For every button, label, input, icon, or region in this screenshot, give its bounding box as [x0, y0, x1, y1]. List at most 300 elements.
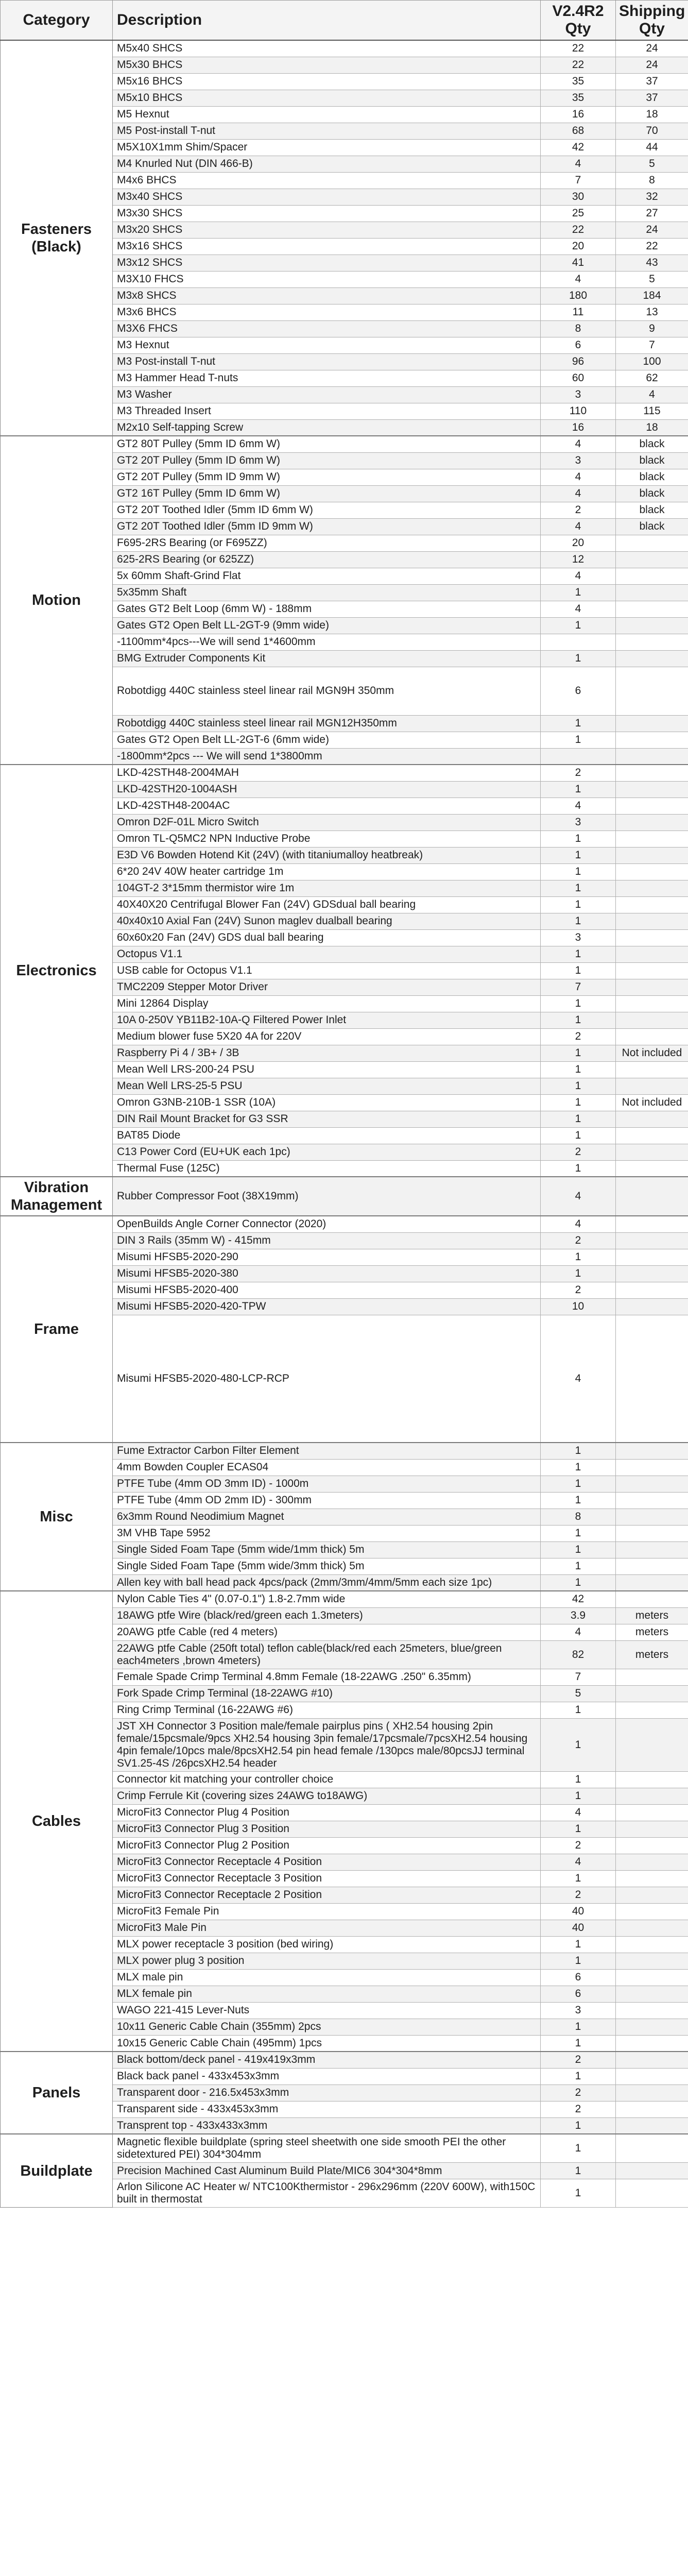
- v24-qty-cell: 1: [541, 1045, 616, 1061]
- v24-qty-cell: 20: [541, 535, 616, 551]
- description-cell: 6x3mm Round Neodimium Magnet: [113, 1509, 541, 1525]
- description-cell: GT2 20T Toothed Idler (5mm ID 6mm W): [113, 502, 541, 518]
- v24-qty-cell: 1: [541, 2068, 616, 2084]
- v24-qty-cell: 1: [541, 946, 616, 962]
- category-cell: Misc: [1, 1443, 113, 1591]
- v24-qty-cell: 30: [541, 189, 616, 205]
- table-row: [1, 1177, 688, 1216]
- shipping-qty-cell: [616, 551, 688, 568]
- shipping-qty-cell: [616, 1298, 688, 1315]
- v24-qty-cell: 1: [541, 584, 616, 601]
- v24-qty-cell: 1: [541, 1127, 616, 1144]
- description-cell: M5x30 BHCS: [113, 57, 541, 73]
- shipping-qty-cell: 184: [616, 287, 688, 304]
- v24-qty-cell: 1: [541, 1574, 616, 1591]
- v24-qty-cell: 1: [541, 1936, 616, 1953]
- v24-qty-cell: 2: [541, 2084, 616, 2101]
- description-cell: 40X40X20 Centrifugal Blower Fan (24V) GDSdual ball bearing: [113, 896, 541, 913]
- shipping-qty-cell: 100: [616, 353, 688, 370]
- shipping-qty-cell: black: [616, 518, 688, 535]
- v24-qty-cell: 60: [541, 370, 616, 386]
- shipping-qty-cell: [616, 1265, 688, 1282]
- v24-qty-cell: 6: [541, 667, 616, 715]
- description-cell: JST XH Connector 3 Position male/female pairplus pins ( XH2.54 housing 2pin female/15pcsmale/9pcs XH2.54 housing 3pin female/17pcsmale/7pcsXH2.54 housing 4pin female/10pcs male/8pcsXH2.54 pin head female /130pcs male/80pcsJJ terminal SV1.25-4S /26pcsXH2.54 header: [113, 1718, 541, 1771]
- v24-qty-cell: 7: [541, 979, 616, 995]
- v24-qty-cell: 3: [541, 386, 616, 403]
- shipping-qty-cell: [616, 962, 688, 979]
- description-cell: BAT85 Diode: [113, 1127, 541, 1144]
- v24-qty-cell: 1: [541, 1870, 616, 1887]
- v24-qty-cell: 4: [541, 518, 616, 535]
- shipping-qty-cell: [616, 584, 688, 601]
- description-cell: GT2 20T Toothed Idler (5mm ID 9mm W): [113, 518, 541, 535]
- v24-qty-cell: 1: [541, 1094, 616, 1111]
- v24-qty-cell: 12: [541, 551, 616, 568]
- v24-qty-cell: 35: [541, 73, 616, 90]
- description-cell: C13 Power Cord (EU+UK each 1pc): [113, 1144, 541, 1160]
- shipping-qty-cell: [616, 1160, 688, 1177]
- description-cell: -1800mm*2pcs --- We will send 1*3800mm: [113, 748, 541, 765]
- v24-qty-cell: 1: [541, 1078, 616, 1094]
- v24-qty-cell: 1: [541, 781, 616, 798]
- v24-qty-cell: 1: [541, 2179, 616, 2208]
- description-cell: -1100mm*4pcs---We will send 1*4600mm: [113, 634, 541, 650]
- description-cell: Rubber Compressor Foot (38X19mm): [113, 1177, 541, 1216]
- v24-qty-cell: 25: [541, 205, 616, 222]
- description-cell: WAGO 221-415 Lever-Nuts: [113, 2002, 541, 2019]
- shipping-qty-cell: [616, 1558, 688, 1574]
- description-cell: Connector kit matching your controller choice: [113, 1771, 541, 1788]
- shipping-qty-cell: [616, 2179, 688, 2208]
- description-cell: Magnetic flexible buildplate (spring steel sheetwith one side smooth PEI the other sidetextured PEI) 304*304mm: [113, 2134, 541, 2163]
- header-category: Category: [1, 1, 113, 41]
- description-cell: M5 Post-install T-nut: [113, 123, 541, 139]
- description-cell: M3 Washer: [113, 386, 541, 403]
- description-cell: Gates GT2 Belt Loop (6mm W) - 188mm: [113, 601, 541, 617]
- v24-qty-cell: 82: [541, 1640, 616, 1669]
- description-cell: MicroFit3 Male Pin: [113, 1920, 541, 1936]
- v24-qty-cell: 3: [541, 2002, 616, 2019]
- description-cell: 40x40x10 Axial Fan (24V) Sunon maglev dualball bearing: [113, 913, 541, 929]
- v24-qty-cell: 68: [541, 123, 616, 139]
- shipping-qty-cell: [616, 2002, 688, 2019]
- shipping-qty-cell: 18: [616, 419, 688, 436]
- shipping-qty-cell: [616, 1920, 688, 1936]
- v24-qty-cell: 1: [541, 1525, 616, 1541]
- v24-qty-cell: 110: [541, 403, 616, 419]
- v24-qty-cell: 1: [541, 1558, 616, 1574]
- shipping-qty-cell: [616, 667, 688, 715]
- v24-qty-cell: 1: [541, 831, 616, 847]
- description-cell: Omron G3NB-210B-1 SSR (10A): [113, 1094, 541, 1111]
- description-cell: Black back panel - 433x453x3mm: [113, 2068, 541, 2084]
- description-cell: GT2 16T Pulley (5mm ID 6mm W): [113, 485, 541, 502]
- v24-qty-cell: 6: [541, 1986, 616, 2002]
- shipping-qty-cell: [616, 1591, 688, 1607]
- header-shipping-qty: Shipping Qty: [616, 1, 688, 41]
- shipping-qty-cell: [616, 1127, 688, 1144]
- category-cell: Frame: [1, 1216, 113, 1443]
- v24-qty-cell: 1: [541, 1012, 616, 1028]
- v24-qty-cell: 1: [541, 1953, 616, 1969]
- description-cell: M3x16 SHCS: [113, 238, 541, 255]
- description-cell: M4 Knurled Nut (DIN 466-B): [113, 156, 541, 172]
- description-cell: MicroFit3 Connector Receptacle 2 Position: [113, 1887, 541, 1903]
- shipping-qty-cell: [616, 1525, 688, 1541]
- table-row: [1, 436, 688, 452]
- description-cell: 4mm Bowden Coupler ECAS04: [113, 1459, 541, 1476]
- shipping-qty-cell: [616, 1315, 688, 1443]
- shipping-qty-cell: [616, 748, 688, 765]
- category-cell: Buildplate: [1, 2134, 113, 2208]
- description-cell: MLX male pin: [113, 1969, 541, 1986]
- description-cell: M5x40 SHCS: [113, 40, 541, 57]
- shipping-qty-cell: 4: [616, 386, 688, 403]
- description-cell: 20AWG ptfe Cable (red 4 meters): [113, 1624, 541, 1640]
- v24-qty-cell: 3: [541, 452, 616, 469]
- v24-qty-cell: 4: [541, 1624, 616, 1640]
- shipping-qty-cell: [616, 1476, 688, 1492]
- shipping-qty-cell: [616, 1771, 688, 1788]
- description-cell: Raspberry Pi 4 / 3B+ / 3B: [113, 1045, 541, 1061]
- v24-qty-cell: 2: [541, 502, 616, 518]
- description-cell: Mean Well LRS-200-24 PSU: [113, 1061, 541, 1078]
- v24-qty-cell: 1: [541, 1249, 616, 1265]
- v24-qty-cell: 20: [541, 238, 616, 255]
- shipping-qty-cell: 13: [616, 304, 688, 320]
- shipping-qty-cell: [616, 2134, 688, 2163]
- description-cell: M3 Threaded Insert: [113, 403, 541, 419]
- description-cell: Thermal Fuse (125C): [113, 1160, 541, 1177]
- shipping-qty-cell: [616, 1232, 688, 1249]
- shipping-qty-cell: [616, 1936, 688, 1953]
- shipping-qty-cell: 70: [616, 123, 688, 139]
- shipping-qty-cell: 62: [616, 370, 688, 386]
- v24-qty-cell: 1: [541, 732, 616, 748]
- shipping-qty-cell: [616, 1492, 688, 1509]
- shipping-qty-cell: 24: [616, 57, 688, 73]
- description-cell: M3X6 FHCS: [113, 320, 541, 337]
- shipping-qty-cell: black: [616, 502, 688, 518]
- shipping-qty-cell: meters: [616, 1607, 688, 1624]
- description-cell: Precision Machined Cast Aluminum Build Plate/MIC6 304*304*8mm: [113, 2163, 541, 2179]
- description-cell: PTFE Tube (4mm OD 2mm ID) - 300mm: [113, 1492, 541, 1509]
- shipping-qty-cell: 18: [616, 106, 688, 123]
- description-cell: Robotdigg 440C stainless steel linear rail MGN9H 350mm: [113, 667, 541, 715]
- shipping-qty-cell: black: [616, 485, 688, 502]
- description-cell: TMC2209 Stepper Motor Driver: [113, 979, 541, 995]
- shipping-qty-cell: [616, 617, 688, 634]
- description-cell: M3x20 SHCS: [113, 222, 541, 238]
- shipping-qty-cell: 44: [616, 139, 688, 156]
- v24-qty-cell: 1: [541, 847, 616, 863]
- v24-qty-cell: 1: [541, 1061, 616, 1078]
- shipping-qty-cell: 37: [616, 73, 688, 90]
- v24-qty-cell: 1: [541, 1492, 616, 1509]
- v24-qty-cell: 1: [541, 1788, 616, 1804]
- v24-qty-cell: 1: [541, 1541, 616, 1558]
- v24-qty-cell: 35: [541, 90, 616, 106]
- shipping-qty-cell: black: [616, 469, 688, 485]
- v24-qty-cell: 2: [541, 1232, 616, 1249]
- shipping-qty-cell: [616, 650, 688, 667]
- table-row: [1, 2134, 688, 2163]
- description-cell: 10x15 Generic Cable Chain (495mm) 1pcs: [113, 2035, 541, 2052]
- shipping-qty-cell: [616, 1509, 688, 1525]
- shipping-qty-cell: 27: [616, 205, 688, 222]
- shipping-qty-cell: [616, 1028, 688, 1045]
- description-cell: MicroFit3 Connector Plug 2 Position: [113, 1837, 541, 1854]
- description-cell: F695-2RS Bearing (or F695ZZ): [113, 535, 541, 551]
- v24-qty-cell: 1: [541, 880, 616, 896]
- v24-qty-cell: 2: [541, 765, 616, 781]
- v24-qty-cell: 2: [541, 1028, 616, 1045]
- description-cell: 104GT-2 3*15mm thermistor wire 1m: [113, 880, 541, 896]
- v24-qty-cell: 7: [541, 1669, 616, 1685]
- description-cell: M4x6 BHCS: [113, 172, 541, 189]
- v24-qty-cell: 4: [541, 1315, 616, 1443]
- shipping-qty-cell: Not included: [616, 1094, 688, 1111]
- shipping-qty-cell: [616, 535, 688, 551]
- shipping-qty-cell: [616, 1574, 688, 1591]
- category-cell: Fasteners (Black): [1, 40, 113, 436]
- description-cell: M3x12 SHCS: [113, 255, 541, 271]
- description-cell: 10x11 Generic Cable Chain (355mm) 2pcs: [113, 2019, 541, 2035]
- shipping-qty-cell: 32: [616, 189, 688, 205]
- shipping-qty-cell: [616, 2084, 688, 2101]
- shipping-qty-cell: [616, 634, 688, 650]
- shipping-qty-cell: [616, 1903, 688, 1920]
- v24-qty-cell: 1: [541, 1160, 616, 1177]
- shipping-qty-cell: meters: [616, 1624, 688, 1640]
- description-cell: MicroFit3 Connector Receptacle 3 Position: [113, 1870, 541, 1887]
- shipping-qty-cell: [616, 1282, 688, 1298]
- shipping-qty-cell: 5: [616, 271, 688, 287]
- v24-qty-cell: 1: [541, 896, 616, 913]
- shipping-qty-cell: 37: [616, 90, 688, 106]
- shipping-qty-cell: [616, 2101, 688, 2117]
- description-cell: Transparent side - 433x453x3mm: [113, 2101, 541, 2117]
- description-cell: M5X10X1mm Shim/Spacer: [113, 139, 541, 156]
- description-cell: USB cable for Octopus V1.1: [113, 962, 541, 979]
- shipping-qty-cell: [616, 732, 688, 748]
- description-cell: M5x10 BHCS: [113, 90, 541, 106]
- description-cell: E3D V6 Bowden Hotend Kit (24V) (with titaniumalloy heatbreak): [113, 847, 541, 863]
- description-cell: MicroFit3 Female Pin: [113, 1903, 541, 1920]
- description-cell: Fume Extractor Carbon Filter Element: [113, 1443, 541, 1459]
- description-cell: Misumi HFSB5-2020-480-LCP-RCP: [113, 1315, 541, 1443]
- shipping-qty-cell: [616, 1443, 688, 1459]
- v24-qty-cell: 1: [541, 1443, 616, 1459]
- v24-qty-cell: 2: [541, 1144, 616, 1160]
- v24-qty-cell: 8: [541, 1509, 616, 1525]
- shipping-qty-cell: Not included: [616, 1045, 688, 1061]
- v24-qty-cell: 4: [541, 798, 616, 814]
- shipping-qty-cell: [616, 1061, 688, 1078]
- description-cell: GT2 20T Pulley (5mm ID 9mm W): [113, 469, 541, 485]
- shipping-qty-cell: meters: [616, 1640, 688, 1669]
- v24-qty-cell: 1: [541, 1476, 616, 1492]
- shipping-qty-cell: [616, 913, 688, 929]
- v24-qty-cell: 4: [541, 1804, 616, 1821]
- v24-qty-cell: 96: [541, 353, 616, 370]
- category-cell: Panels: [1, 2052, 113, 2134]
- shipping-qty-cell: [616, 781, 688, 798]
- v24-qty-cell: 4: [541, 1177, 616, 1216]
- description-cell: 5x 60mm Shaft-Grind Flat: [113, 568, 541, 584]
- description-cell: GT2 20T Pulley (5mm ID 6mm W): [113, 452, 541, 469]
- shipping-qty-cell: 115: [616, 403, 688, 419]
- shipping-qty-cell: 24: [616, 40, 688, 57]
- v24-qty-cell: 22: [541, 222, 616, 238]
- v24-qty-cell: 1: [541, 2035, 616, 2052]
- v24-qty-cell: 4: [541, 1854, 616, 1870]
- description-cell: Omron D2F-01L Micro Switch: [113, 814, 541, 831]
- v24-qty-cell: 1: [541, 1771, 616, 1788]
- shipping-qty-cell: [616, 1887, 688, 1903]
- description-cell: M3 Hammer Head T-nuts: [113, 370, 541, 386]
- category-cell: Electronics: [1, 765, 113, 1177]
- description-cell: Robotdigg 440C stainless steel linear rail MGN12H350mm: [113, 715, 541, 732]
- v24-qty-cell: 2: [541, 1887, 616, 1903]
- shipping-qty-cell: [616, 2163, 688, 2179]
- shipping-qty-cell: [616, 1854, 688, 1870]
- description-cell: Single Sided Foam Tape (5mm wide/1mm thick) 5m: [113, 1541, 541, 1558]
- shipping-qty-cell: [616, 2052, 688, 2068]
- shipping-qty-cell: [616, 1012, 688, 1028]
- shipping-qty-cell: [616, 847, 688, 863]
- description-cell: GT2 80T Pulley (5mm ID 6mm W): [113, 436, 541, 452]
- v24-qty-cell: 1: [541, 1459, 616, 1476]
- shipping-qty-cell: [616, 1177, 688, 1216]
- shipping-qty-cell: [616, 798, 688, 814]
- shipping-qty-cell: 24: [616, 222, 688, 238]
- description-cell: 5x35mm Shaft: [113, 584, 541, 601]
- category-cell: Vibration Management: [1, 1177, 113, 1216]
- description-cell: Single Sided Foam Tape (5mm wide/3mm thick) 5m: [113, 1558, 541, 1574]
- v24-qty-cell: 42: [541, 1591, 616, 1607]
- description-cell: M3x6 BHCS: [113, 304, 541, 320]
- shipping-qty-cell: black: [616, 436, 688, 452]
- v24-qty-cell: 22: [541, 57, 616, 73]
- shipping-qty-cell: [616, 568, 688, 584]
- shipping-qty-cell: [616, 1718, 688, 1771]
- v24-qty-cell: 1: [541, 962, 616, 979]
- v24-qty-cell: 1: [541, 995, 616, 1012]
- shipping-qty-cell: 22: [616, 238, 688, 255]
- description-cell: MicroFit3 Connector Receptacle 4 Position: [113, 1854, 541, 1870]
- shipping-qty-cell: 9: [616, 320, 688, 337]
- v24-qty-cell: 1: [541, 913, 616, 929]
- v24-qty-cell: 1: [541, 1702, 616, 1718]
- description-cell: M3X10 FHCS: [113, 271, 541, 287]
- description-cell: LKD-42STH48-2004AC: [113, 798, 541, 814]
- v24-qty-cell: 4: [541, 436, 616, 452]
- v24-qty-cell: 1: [541, 2134, 616, 2163]
- shipping-qty-cell: [616, 2068, 688, 2084]
- v24-qty-cell: 16: [541, 419, 616, 436]
- v24-qty-cell: 4: [541, 1216, 616, 1232]
- v24-qty-cell: 1: [541, 650, 616, 667]
- description-cell: Gates GT2 Open Belt LL-2GT-6 (6mm wide): [113, 732, 541, 748]
- description-cell: Mini 12864 Display: [113, 995, 541, 1012]
- description-cell: LKD-42STH20-1004ASH: [113, 781, 541, 798]
- v24-qty-cell: 7: [541, 172, 616, 189]
- v24-qty-cell: 6: [541, 1969, 616, 1986]
- description-cell: M3x40 SHCS: [113, 189, 541, 205]
- description-cell: M3x30 SHCS: [113, 205, 541, 222]
- shipping-qty-cell: [616, 1837, 688, 1854]
- v24-qty-cell: 2: [541, 1837, 616, 1854]
- description-cell: M3 Post-install T-nut: [113, 353, 541, 370]
- shipping-qty-cell: [616, 2035, 688, 2052]
- shipping-qty-cell: [616, 863, 688, 880]
- shipping-qty-cell: [616, 1216, 688, 1232]
- category-cell: Cables: [1, 1591, 113, 2052]
- description-cell: M5x16 BHCS: [113, 73, 541, 90]
- shipping-qty-cell: [616, 1111, 688, 1127]
- description-cell: Gates GT2 Open Belt LL-2GT-9 (9mm wide): [113, 617, 541, 634]
- shipping-qty-cell: [616, 2117, 688, 2134]
- v24-qty-cell: 41: [541, 255, 616, 271]
- shipping-qty-cell: [616, 1249, 688, 1265]
- shipping-qty-cell: [616, 1541, 688, 1558]
- shipping-qty-cell: [616, 1969, 688, 1986]
- description-cell: DIN 3 Rails (35mm W) - 415mm: [113, 1232, 541, 1249]
- v24-qty-cell: 2: [541, 1282, 616, 1298]
- description-cell: M5 Hexnut: [113, 106, 541, 123]
- table-row: [1, 2052, 688, 2068]
- table-row: [1, 1591, 688, 1607]
- v24-qty-cell: 1: [541, 715, 616, 732]
- shipping-qty-cell: 8: [616, 172, 688, 189]
- header-row: [1, 1, 688, 41]
- shipping-qty-cell: [616, 1702, 688, 1718]
- description-cell: LKD-42STH48-2004MAH: [113, 765, 541, 781]
- shipping-qty-cell: [616, 1459, 688, 1476]
- shipping-qty-cell: [616, 1953, 688, 1969]
- shipping-qty-cell: 43: [616, 255, 688, 271]
- v24-qty-cell: 1: [541, 617, 616, 634]
- description-cell: 3M VHB Tape 5952: [113, 1525, 541, 1541]
- description-cell: Transprent top - 433x433x3mm: [113, 2117, 541, 2134]
- shipping-qty-cell: [616, 601, 688, 617]
- description-cell: MicroFit3 Connector Plug 3 Position: [113, 1821, 541, 1837]
- description-cell: 10A 0-250V YB11B2-10A-Q Filtered Power Inlet: [113, 1012, 541, 1028]
- description-cell: Medium blower fuse 5X20 4A for 220V: [113, 1028, 541, 1045]
- shipping-qty-cell: [616, 1788, 688, 1804]
- v24-qty-cell: 4: [541, 601, 616, 617]
- shipping-qty-cell: [616, 979, 688, 995]
- v24-qty-cell: 40: [541, 1903, 616, 1920]
- description-cell: Mean Well LRS-25-5 PSU: [113, 1078, 541, 1094]
- description-cell: MLX female pin: [113, 1986, 541, 2002]
- table-row: [1, 1443, 688, 1459]
- shipping-qty-cell: [616, 946, 688, 962]
- v24-qty-cell: 42: [541, 139, 616, 156]
- description-cell: M2x10 Self-tapping Screw: [113, 419, 541, 436]
- description-cell: MLX power plug 3 position: [113, 1953, 541, 1969]
- description-cell: OpenBuilds Angle Corner Connector (2020): [113, 1216, 541, 1232]
- description-cell: 625-2RS Bearing (or 625ZZ): [113, 551, 541, 568]
- shipping-qty-cell: [616, 1669, 688, 1685]
- table-row: [1, 765, 688, 781]
- v24-qty-cell: 3: [541, 929, 616, 946]
- description-cell: M3 Hexnut: [113, 337, 541, 353]
- v24-qty-cell: 4: [541, 271, 616, 287]
- description-cell: Crimp Ferrule Kit (covering sizes 24AWG to18AWG): [113, 1788, 541, 1804]
- shipping-qty-cell: [616, 814, 688, 831]
